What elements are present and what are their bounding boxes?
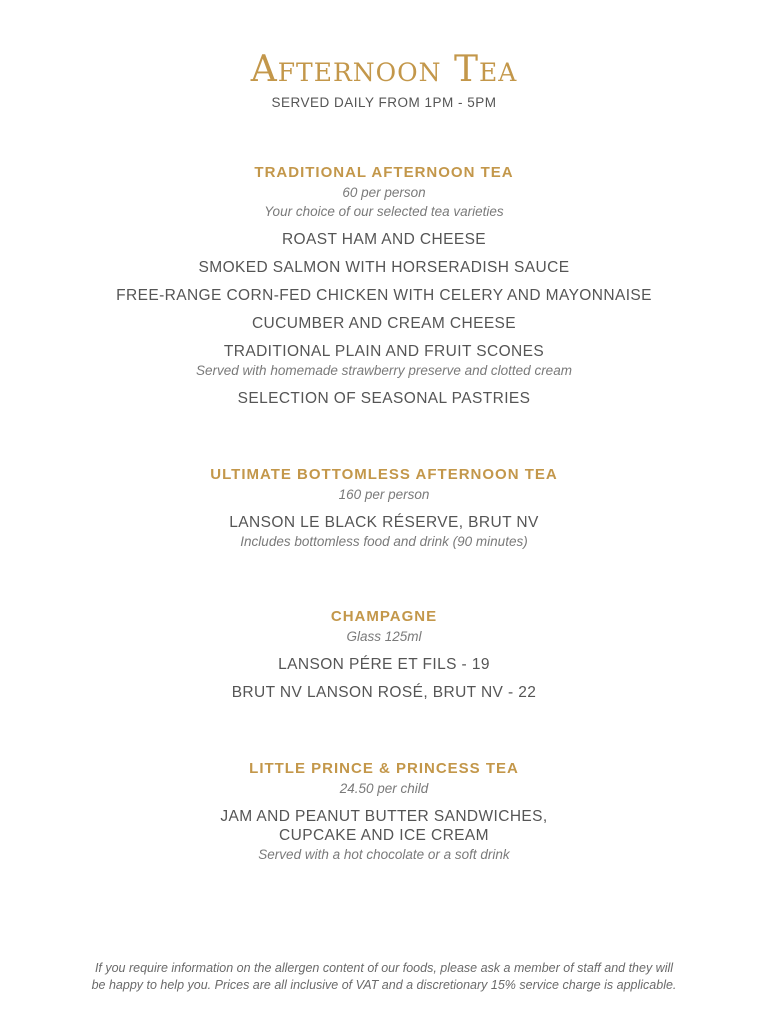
menu-item: JAM AND PEANUT BUTTER SANDWICHES, (220, 808, 548, 825)
menu-item: CUCUMBER AND CREAM CHEESE (251, 315, 517, 332)
menu-item: ROAST HAM AND CHEESE (281, 231, 487, 248)
section-champagne (0, 607, 768, 702)
section-title: CHAMPAGNE (330, 608, 438, 625)
item-note: Includes bottomless food and drink (90 minutes) (240, 534, 528, 549)
page-title: Afternoon Tea (250, 49, 518, 90)
section-ultimate (0, 465, 768, 551)
footer-line: be happy to help you. Prices are all inclusive of VAT and a discretionary 15% service charge is applicable. (91, 978, 677, 992)
section-traditional (0, 163, 768, 408)
section-title: ULTIMATE BOTTOMLESS AFTERNOON TEA (210, 466, 558, 483)
section-price: 160 per person (338, 487, 430, 502)
menu-item: LANSON LE BLACK RÉSERVE, BRUT NV (229, 514, 539, 531)
menu-item: CUPCAKE AND ICE CREAM (279, 827, 489, 844)
section-price: 60 per person (342, 185, 426, 200)
footer-line: If you require information on the allergen content of our foods, please ask a member of staff and they will (94, 961, 674, 975)
menu-item: SELECTION OF SEASONAL PASTRIES (237, 390, 531, 407)
menu-item: BRUT NV LANSON ROSÉ, BRUT NV - 22 (231, 684, 537, 701)
section-title: LITTLE PRINCE & PRINCESS TEA (249, 760, 519, 777)
section-note: Your choice of our selected tea varieties (264, 204, 504, 219)
menu-item: LANSON PÉRE ET FILS - 19 (278, 656, 490, 673)
menu-item: TRADITIONAL PLAIN AND FRUIT SCONES (223, 343, 545, 360)
section-title: TRADITIONAL AFTERNOON TEA (254, 164, 514, 181)
item-note: Served with homemade strawberry preserve and clotted cream (196, 363, 572, 378)
allergen-footer (40, 960, 728, 994)
section-price: 24.50 per child (339, 781, 429, 796)
menu-item: FREE-RANGE CORN-FED CHICKEN WITH CELERY AND MAYONNAISE (116, 287, 652, 304)
item-note: Served with a hot chocolate or a soft drink (258, 847, 510, 862)
page-subtitle: SERVED DAILY FROM 1PM - 5PM (271, 95, 497, 110)
menu-item: SMOKED SALMON WITH HORSERADISH SAUCE (198, 259, 570, 276)
section-kids (0, 759, 768, 864)
section-price: Glass 125ml (346, 629, 422, 644)
